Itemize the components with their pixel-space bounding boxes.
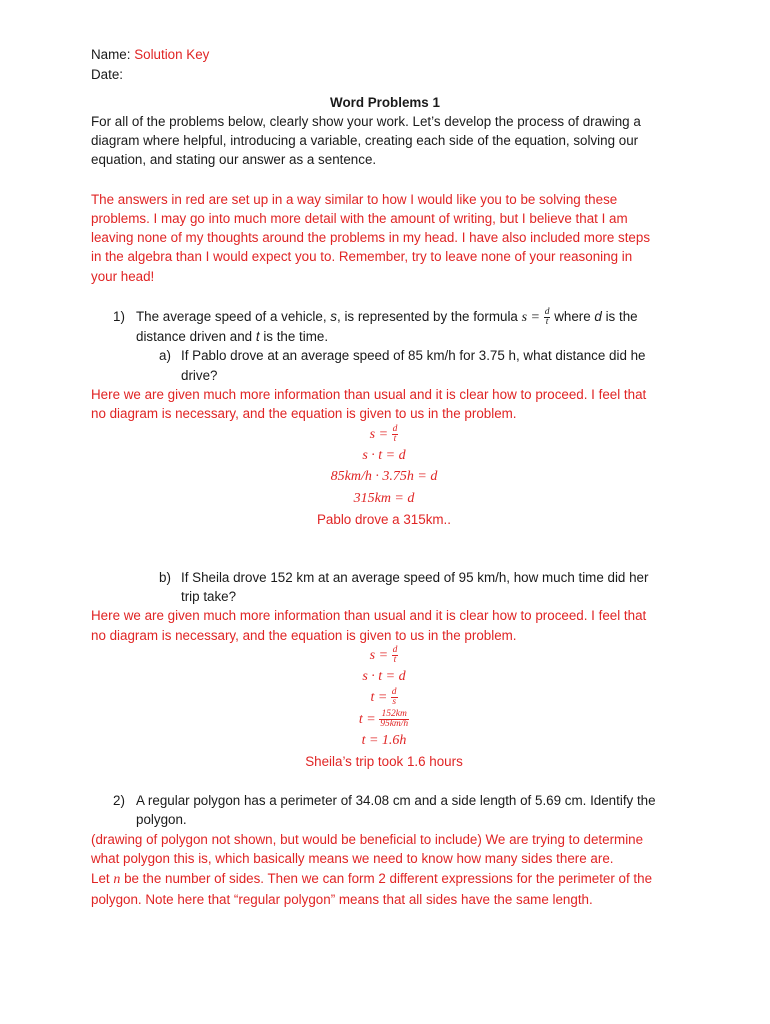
intro-line: diagram where helpful, introducing a variable, creating each side of the equation, solving our: [91, 133, 639, 148]
equation-1a-step-4: 315km = d: [353, 491, 415, 506]
problem-1b-label: b): [159, 570, 171, 585]
problem-1b-question: trip take?: [181, 589, 237, 604]
intro-line: equation, and stating our answer as a sentence.: [91, 152, 377, 167]
problem-1a-explanation: Here we are given much more information than usual and it is clear how to proceed. I feel that: [91, 387, 647, 402]
problem-1b-explanation: Here we are given much more information than usual and it is clear how to proceed. I feel that: [91, 608, 647, 623]
equation-1b-step-3: t = $\frac{d}{s}$: [370, 687, 397, 708]
note-line: The answers in red are set up in a way similar to how I would like you to be solving these: [91, 192, 618, 207]
var-t: t: [255, 329, 260, 344]
equation-1a-step-1: s = $\frac{d}{t}$: [369, 424, 398, 445]
problem-1-line-1: The average speed of a vehicle, s, is represented by the formula s = $\frac{d}{t}$ where d is the: [136, 306, 638, 327]
var-d: d: [594, 309, 602, 324]
problem-2-explanation: what polygon this is, which basically means we need to know how many sides there are.: [91, 851, 614, 866]
answer-1b: Sheila’s trip took 1.6 hours: [305, 754, 463, 769]
equation-1a-step-2: s · t = d: [362, 448, 406, 463]
page-title: Word Problems 1: [330, 95, 440, 110]
equation-fraction: $\frac{d}{t}$: [392, 424, 398, 445]
note-line: problems. I may go into much more detail with the amount of writing, but I believe that I am: [91, 211, 628, 226]
problem-1-number: 1): [113, 309, 125, 324]
name-value: Solution Key: [134, 47, 210, 62]
problem-2-explanation: (drawing of polygon not shown, but would be beneficial to include) We are trying to determine: [91, 832, 644, 847]
name-line: [91, 45, 209, 64]
note-line: in the algebra than I would expect you to. Remember, try to leave none of your reasoning in: [91, 249, 633, 264]
date-label: Date:: [91, 67, 124, 82]
problem-1-line-2: distance driven and t is the time.: [136, 329, 329, 344]
var-n: n: [113, 872, 121, 887]
problem-1b-explanation: no diagram is necessary, and the equation is given to us in the problem.: [91, 628, 517, 643]
problem-2-explanation: polygon. Note here that “regular polygon” means that all sides have the same length.: [91, 892, 593, 907]
equation-1b-step-1: s = $\frac{d}{t}$: [369, 645, 398, 666]
formula-fraction: $\frac{d}{t}$: [544, 306, 550, 327]
problem-2-number: 2): [113, 793, 125, 808]
equation-1b-step-2: s · t = d: [362, 669, 406, 684]
problem-2-explanation: Let n be the number of sides. Then we can form 2 different expressions for the perimeter of the: [91, 871, 653, 887]
name-label: Name:: [91, 47, 131, 62]
intro-line: For all of the problems below, clearly show your work. Let’s develop the process of drawing a: [91, 114, 641, 129]
equation-1b-step-5: t = 1.6h: [361, 733, 407, 748]
equation-1a-step-3: 85km/h · 3.75h = d: [330, 469, 438, 484]
var-s: s: [330, 309, 337, 324]
problem-1b-question: If Sheila drove 152 km at an average speed of 95 km/h, how much time did her: [181, 570, 649, 585]
note-line: your head!: [91, 269, 155, 284]
answer-1a: Pablo drove a 315km..: [317, 512, 451, 527]
problem-1a-label: a): [159, 348, 171, 363]
problem-2-question: polygon.: [136, 812, 187, 827]
problem-1a-question: If Pablo drove at an average speed of 85 km/h for 3.75 h, what distance did he: [181, 348, 646, 363]
equation-fraction: $\frac{d}{t}$: [392, 645, 398, 666]
equation-fraction: $\frac{d}{s}$: [391, 687, 397, 708]
formula-lhs: s =: [521, 310, 540, 325]
problem-2-question: A regular polygon has a perimeter of 34.08 cm and a side length of 5.69 cm. Identify the: [136, 793, 656, 808]
equation-fraction: $\frac{152km}{95km/h}$: [380, 709, 409, 730]
problem-1a-explanation: no diagram is necessary, and the equation is given to us in the problem.: [91, 406, 517, 421]
equation-1b-step-4: t = $\frac{152km}{95km/h}$: [358, 709, 409, 730]
note-line: leaving none of my thoughts around the problems in my head. I have also included more steps: [91, 230, 651, 245]
problem-1a-question: drive?: [181, 368, 218, 383]
